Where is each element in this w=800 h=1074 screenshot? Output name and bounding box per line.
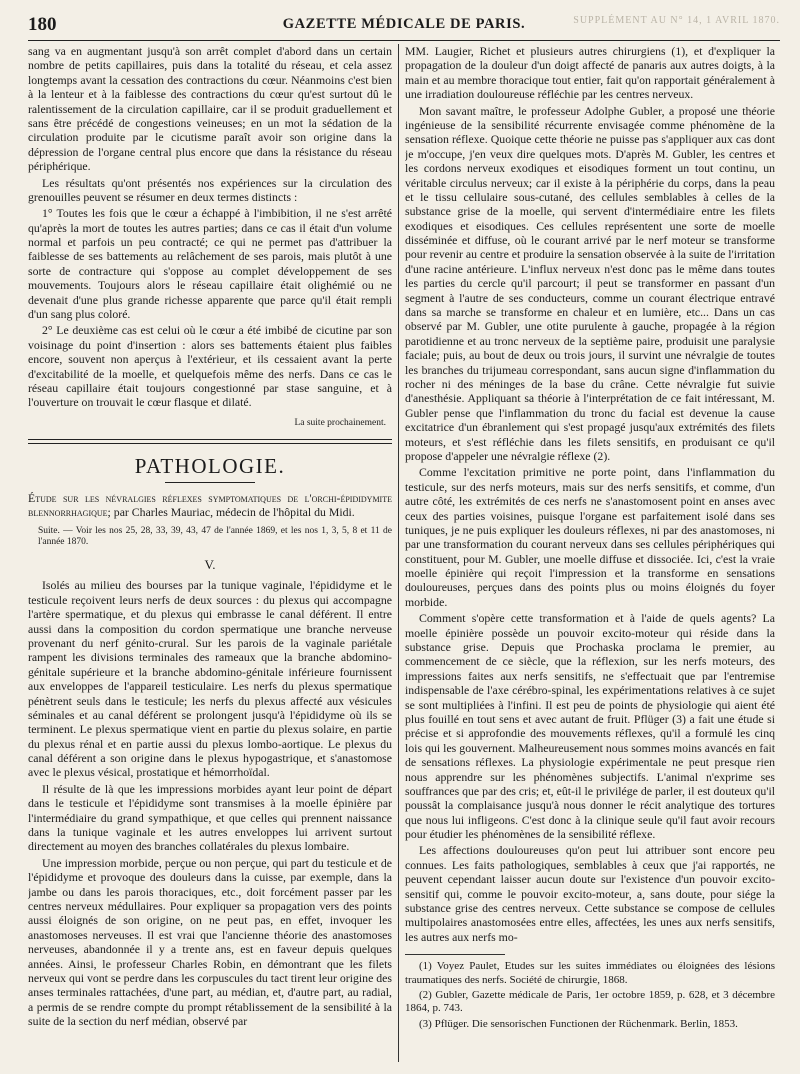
paragraph: Il résulte de là que les impressions morbides ayant leur point de départ dans le testicule et l'épididyme sont transmises à la moelle épinière par l'intermédiaire du grand sympathique, et que celles qui prennent naissance dans la tunique vaginale et les autres enveloppes lui arrivent surtout directement au moyen des branches collatérales du plexus lombaire. [28, 781, 392, 854]
footnote: (1) Voyez Paulet, Etudes sur les suites immédiates ou éloignées des lésions traumatiques des nerfs. Société de chirurgie, 1868. [405, 960, 775, 986]
series-reference: Suite. — Voir les nos 25, 28, 33, 39, 43, 47 de l'année 1869, et les nos 1, 3, 5, 8 et 11 de l'année 1870. [38, 525, 392, 548]
page-header [28, 14, 780, 41]
footnote: (3) Pflüger. Die sensorischen Functionen der Rüchenmark. Berlin, 1853. [419, 1017, 738, 1030]
column-divider [398, 44, 399, 1062]
title-underline [165, 482, 255, 483]
page-number: 180 [28, 14, 57, 35]
paragraph: Comme l'excitation primitive ne porte point, dans l'inflammation du testicule, sur des nerfs moteurs, mais sur des nerfs sensitifs, et comme, d'un autre côté, les extrémités de ces nerfs ne s'anastomosent point en anses avec ceux des parties voisines, puisque l'organe est parfaitement isolé dans ses tuniques, je ne puis expliquer les douleurs réflexes, ni par des anastomoses, ni par une transformation du courant nerveux dans ses cellules périphériques qui constituent, pour M. Gubler, une moelle diffuse et dissociée. Ici, c'est la vraie moelle épinière qui reçoit l'impression et la transforme en sensations douloureuses, perçues dans des points plus ou moins éloignés du foyer morbide. [405, 465, 775, 609]
article-title-smallcaps: Étude sur les névralgies réflexes symptomatiques de l'orchi-épididymite blennorrhagique; [28, 490, 392, 520]
section-divider [28, 439, 392, 444]
chapter-number: V. [204, 556, 216, 572]
paragraph: Les résultats qu'ont présentés nos expériences sur la circulation des grenouilles peuvent se résumer en deux termes distincts : [28, 175, 392, 204]
paragraph: Une impression morbide, perçue ou non perçue, qui part du testicule et de l'épididyme et provoque des douleurs dans la cuisse, par exemple, dans la jambe ou dans les parois thoraciques, etc., doit forcément passer par les centres nerveux médullaires. Pour expliquer sa propagation vers des points aussi éloignés de son origine, on ne peut pas, en effet, invoquer les anastomoses nerveuses. Il est vrai que l'ancienne théorie des anastomoses nerveuses, abandonnée il y a trente ans, est en faveur depuis quelques années. Ainsi, le professeur Charles Robin, en démontrant que les filets nerveux qui vont se perdre dans les corpuscules du tact tirent leur origine des anses terminales rattachées, d'une part, au médian, et, d'autre part, au radial, a permis de se rendre compte du prompt rétablissement de la sensibilité à la suite de la section du nerf médian, observé par [28, 855, 392, 1029]
paragraph: sang va en augmentant jusqu'à son arrêt complet d'abord dans un certain nombre de petits capillaires, puis dans la totalité du réseau, et cela assez longtemps avant la cessation des contractions du cœur. Néanmoins c'est bien à la lenteur et à la faiblesse des contractions du cœur qu'est surtout dû le ralentissement de la circulation capillaire, car il se produit graduellement et sans être précédé de congestions veineuses; en un mot la sédation de la circulation produite par le cicutisme paraît avoir son origine dans la dépression de l'organe central plus encore que dans la résistance du réseau périphérique. [28, 44, 392, 174]
footnote-rule [405, 954, 505, 955]
paragraph: MM. Laugier, Richet et plusieurs autres chirurgiens (1), et d'expliquer la propagation de la douleur d'un doigt affecté de panaris aux autres doigts, à la main et au membre thoracique tout entier, fait qu'on rapportait généralement à une irradiation douloureuse réfléchie par les centres nerveux. [405, 44, 775, 102]
article-author: par Charles Mauriac, médecin de l'hôpital du Midi. [113, 505, 355, 520]
bleed-through-header: SUPPLÉMENT AU N° 14, 1 AVRIL 1870. [573, 15, 780, 26]
paragraph: Mon savant maître, le professeur Adolphe Gubler, a proposé une théorie ingénieuse de la sensibilité récurrente envisagée comme phénomène de la sensation réflexe. Quoique cette théorie ne puisse pas s'appliquer aux cas dont je m'occupe, j'en veux dire quelques mots. D'après M. Gubler, les centres et les cordons nerveux exodiques et eisodiques forment un tout continu, un véritable circulus nerveux; car il existe à la périphérie du corps, dans la peau et le tissu cellulaire sous-cutané, des cellules semblables à celles de la substance grise de la moelle, qui servent d'intermédiaire entre les filets exodiques et eisodiques. Ces cellules représentent une sorte de moelle disséminée et diffuse, où le courant arrivé par le nerf moteur se transforme pour revenir au centre et produire la sensation observée à la suite de l'irritation d'une racine antérieure. L'influx nerveux n'est donc pas le même dans toutes les parties du cercle qu'il parcourt; il peut se transformer en passant d'un segment à l'autre de ses conducteurs, comme un courant électrique entravé dans sa marche se transforme en chaleur et en lumière, etc... Dans un cas observé par M. Gubler, une otite purulente à gauche, propagée à la région parotidienne et au tronc nerveux de la septième paire, produisit une paralysie faciale; puis, au bout de deux ou trois jours, il survint une névralgie de toutes les branches du trijumeau correspondant, sans aucun signe d'inflammation du rocher ni des méninges de la base du crâne. Cette névralgie fut suivie d'anesthésie. Appliquant sa théorie à l'interprétation de ce fait intéressant, M. Gubler pense que l'inflammation du tronc du facial est devenue la cause excitatrice d'un ébranlement qui s'est propagé jusqu'aux extrémités des filets moteurs, et s'est réfléchie dans les filets sensitifs, en produisant ce qu'il propose d'appeler une névralgie réflexe (2). [405, 103, 775, 463]
right-column [405, 44, 775, 1064]
left-column [28, 44, 392, 1064]
continuation-note: La suite prochainement. [294, 417, 386, 428]
paragraph: 1° Toutes les fois que le cœur a échappé à l'imbibition, il ne s'est arrêté qu'après la mort de toutes les autres parties; dans ce cas il était d'un volume normal et parfois un peu contracté; ce qui ne permet pas d'attribuer la faiblesse de ses battements au relâchement de ses parois, mais plutôt à une sorte de contracture qui s'oppose au complet développement de ses mouvements. Toujours alors le réseau capillaire était olighémié ou ne devenait d'une plus grande richesse apparente que parce qu'il était rempli d'un sang plus coloré. [28, 206, 392, 322]
article-title [28, 491, 392, 520]
paragraph: Comment s'opère cette transformation et à l'aide de quels agents? La moelle épinière possède un pouvoir excito-moteur qui réside dans la substance grise. Depuis que Prochaska proclama le premier, au commencement de ce siècle, que la réflexion, sur les nerfs moteurs, des impressions faites aux nerfs sensitifs, ne s'effectuait que par l'entremise indispensable de l'axe cérébro-spinal, les expérimentations relatives à ce sujet se sont multipliées à l'infini. Il est peu de points de physiologie qui aient été plus fouillé en tout sens et avec autant de fruit. Pflüger (3) a fait une étude si précise et si approfondie des mouvements réflexes, qu'il a formulé les cinq lois qui les gouvernent. Malheureusement nous sommes moins avancés en fait de sensations réflexes. La physiologie expérimentale ne peut presque rien nous apprendre sur les phénomènes subjectifs. L'animal n'exprime ses souffrances que par des cris; et, eût-il le privilége de parler, il est douteux qu'il poussât la complaisance jusqu'à nous donner le récit analytique des tortures que nous lui infligeons. C'est donc à la clinique seule qu'il faut avoir recours pour étudier les phénomènes de la sensibilité réflexe. [405, 611, 775, 842]
paragraph: 2° Le deuxième cas est celui où le cœur a été imbibé de cicutine par son voisinage du point d'insertion : alors ses battements étaient plus faibles encore, souvent non aperçus à l'extérieur, et ils cessaient avant la perte d'excitabilité de la moelle, et quelquefois même des nerfs. Dans ce cas le réseau capillaire était toujours congestionné par stase sanguine, et à l'ouverture on trouvait le cœur flasque et dilaté. [28, 323, 392, 410]
paragraph: Les affections douloureuses qu'on peut lui attribuer sont encore peu connues. Les faits pathologiques, semblables à ceux que j'ai rapportés, ne peuvent cependant laisser aucun doute sur l'existence d'un pouvoir excito-sensitif qui, comme le pouvoir excito-moteur, a, sans doute, pour siége la substance grise des centres nerveux. Cette substance se compose de cellules multipolaires anastomosées entre elles, affectées, les unes aux nerfs sensitifs, les autres aux nerfs mo- [405, 843, 775, 944]
section-title: PATHOLOGIE. [134, 454, 286, 479]
footnote: (2) Gubler, Gazette médicale de Paris, 1er octobre 1859, p. 628, et 3 décembre 1864, p. 743. [405, 989, 775, 1015]
running-title: GAZETTE MÉDICALE DE PARIS. [282, 16, 526, 32]
paragraph: Isolés au milieu des bourses par la tunique vaginale, l'épididyme et le testicule reçoivent leurs nerfs de deux sources : du plexus qui accompagne l'artère spermatique, et du plexus qui embrasse le canal déférent. Il entre aussi dans la composition du cordon spermatique une branche nerveuse provenant du nerf génito-crural. Sur les parois de la vaginale pariétale rampent les divisions terminales des rameaux que la branche abdomino-génitale supérieure et la branche abdomino-génitale inférieure fournissent aux enveloppes de l'appareil testiculaire. Les nerfs du plexus spermatique pénètrent seuls dans le testicule; les nerfs du plexus affecté aux vésicules séminales et au canal déférent se prolongent jusqu'à l'épididyme où ils se terminent. Le plexus spermatique vient en partie du plexus solaire, en partie du plexus rénal et en partie aussi du plexus lombo-aortique. Le plexus du canal déférent a son origine dans le plexus hypogastrique, et s'anastomose avec le plexus vésical, prostatique et hémorrhoïdal. [28, 578, 392, 780]
